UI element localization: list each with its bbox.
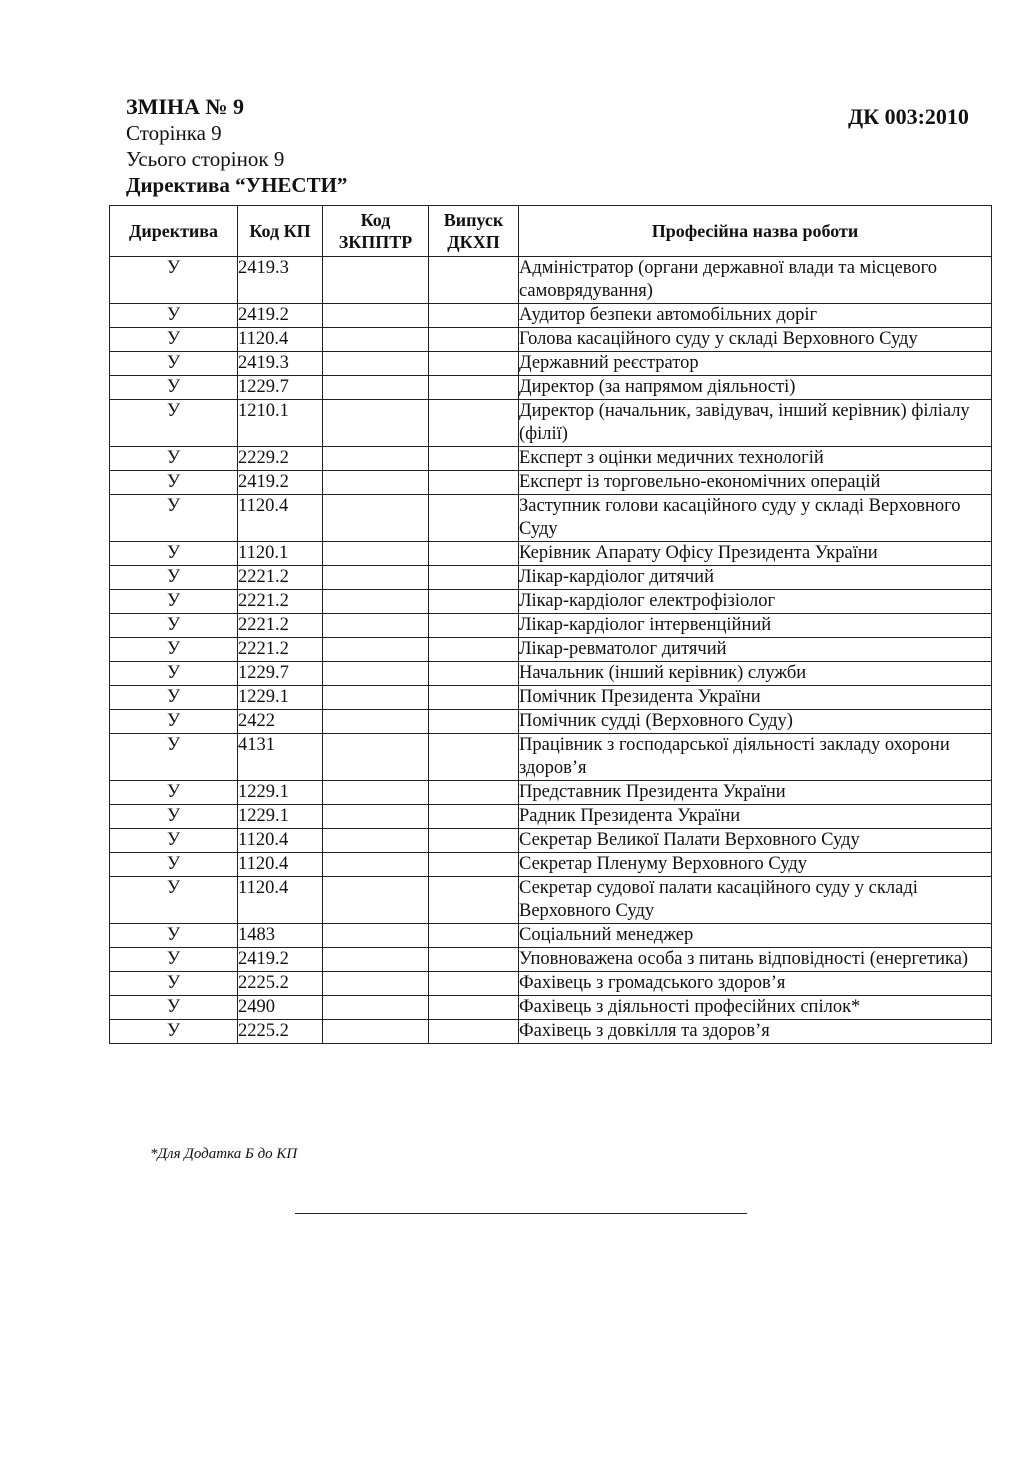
cell-kp: 2419.3 bbox=[238, 257, 323, 304]
table-row bbox=[110, 996, 992, 1020]
cell-dkhp bbox=[429, 996, 519, 1020]
cell-zkpptr bbox=[323, 686, 429, 710]
table-row bbox=[110, 447, 992, 471]
cell-profession: Заступник голови касаційного суду у складі Верховного Суду bbox=[519, 495, 992, 542]
cell-profession: Секретар судової палати касаційного суду у складі Верховного Суду bbox=[519, 877, 992, 924]
cell-kp: 1120.4 bbox=[238, 495, 323, 542]
cell-profession: Голова касаційного суду у складі Верховного Суду bbox=[519, 328, 992, 352]
cell-dkhp bbox=[429, 924, 519, 948]
cell-profession: Лікар-кардіолог дитячий bbox=[519, 566, 992, 590]
cell-kp: 2419.2 bbox=[238, 471, 323, 495]
professions-table bbox=[109, 205, 992, 1044]
table-row bbox=[110, 972, 992, 996]
cell-profession: Експерт з оцінки медичних технологій bbox=[519, 447, 992, 471]
cell-directive: У bbox=[110, 495, 238, 542]
footnote: *Для Додатка Б до КП bbox=[150, 1146, 298, 1162]
cell-kp: 2419.3 bbox=[238, 352, 323, 376]
table-row bbox=[110, 638, 992, 662]
cell-dkhp bbox=[429, 590, 519, 614]
cell-kp: 1120.4 bbox=[238, 328, 323, 352]
cell-profession: Аудитор безпеки автомобільних доріг bbox=[519, 304, 992, 328]
cell-profession: Керівник Апарату Офісу Президента України bbox=[519, 542, 992, 566]
table-row bbox=[110, 853, 992, 877]
cell-zkpptr bbox=[323, 352, 429, 376]
cell-zkpptr bbox=[323, 447, 429, 471]
cell-zkpptr bbox=[323, 662, 429, 686]
col-header-dkhp: Випуск ДКХП bbox=[429, 206, 519, 257]
cell-profession: Секретар Великої Палати Верховного Суду bbox=[519, 829, 992, 853]
cell-profession: Фахівець з довкілля та здоров’я bbox=[519, 1020, 992, 1044]
cell-kp: 1120.1 bbox=[238, 542, 323, 566]
cell-profession: Секретар Пленуму Верховного Суду bbox=[519, 853, 992, 877]
cell-dkhp bbox=[429, 972, 519, 996]
cell-zkpptr bbox=[323, 495, 429, 542]
cell-dkhp bbox=[429, 495, 519, 542]
cell-profession: Уповноважена особа з питань відповідності (енергетика) bbox=[519, 948, 992, 972]
change-title: ЗМІНА № 9 bbox=[126, 94, 245, 119]
cell-zkpptr bbox=[323, 638, 429, 662]
cell-kp: 2225.2 bbox=[238, 972, 323, 996]
cell-kp: 1120.4 bbox=[238, 877, 323, 924]
cell-zkpptr bbox=[323, 781, 429, 805]
cell-profession: Директор (за напрямом діяльності) bbox=[519, 376, 992, 400]
cell-directive: У bbox=[110, 257, 238, 304]
cell-zkpptr bbox=[323, 853, 429, 877]
cell-directive: У bbox=[110, 1020, 238, 1044]
cell-directive: У bbox=[110, 805, 238, 829]
cell-directive: У bbox=[110, 352, 238, 376]
cell-dkhp bbox=[429, 805, 519, 829]
cell-dkhp bbox=[429, 829, 519, 853]
cell-kp: 1229.7 bbox=[238, 662, 323, 686]
cell-zkpptr bbox=[323, 805, 429, 829]
cell-profession: Радник Президента України bbox=[519, 805, 992, 829]
cell-dkhp bbox=[429, 662, 519, 686]
cell-zkpptr bbox=[323, 471, 429, 495]
cell-profession: Директор (начальник, завідувач, інший керівник) філіалу (філії) bbox=[519, 400, 992, 447]
cell-kp: 2221.2 bbox=[238, 590, 323, 614]
col-header-directive: Директива bbox=[110, 206, 238, 257]
cell-zkpptr bbox=[323, 972, 429, 996]
cell-directive: У bbox=[110, 686, 238, 710]
bottom-rule bbox=[295, 1213, 747, 1214]
table-row bbox=[110, 662, 992, 686]
cell-directive: У bbox=[110, 948, 238, 972]
cell-directive: У bbox=[110, 853, 238, 877]
cell-directive: У bbox=[110, 566, 238, 590]
cell-dkhp bbox=[429, 614, 519, 638]
cell-zkpptr bbox=[323, 304, 429, 328]
cell-directive: У bbox=[110, 877, 238, 924]
table-row bbox=[110, 686, 992, 710]
cell-zkpptr bbox=[323, 590, 429, 614]
col-header-zkpptr: Код ЗКППТР bbox=[323, 206, 429, 257]
cell-profession: Помічник судді (Верховного Суду) bbox=[519, 710, 992, 734]
cell-directive: У bbox=[110, 829, 238, 853]
cell-dkhp bbox=[429, 304, 519, 328]
cell-zkpptr bbox=[323, 924, 429, 948]
cell-dkhp bbox=[429, 352, 519, 376]
cell-profession: Експерт із торговельно-економічних операцій bbox=[519, 471, 992, 495]
cell-profession: Помічник Президента України bbox=[519, 686, 992, 710]
cell-kp: 2422 bbox=[238, 710, 323, 734]
cell-profession: Фахівець з діяльності професійних спілок* bbox=[519, 996, 992, 1020]
page-number: Сторінка 9 bbox=[126, 121, 222, 145]
document-header bbox=[126, 94, 347, 198]
cell-directive: У bbox=[110, 376, 238, 400]
table-body bbox=[110, 257, 992, 1044]
table-row bbox=[110, 781, 992, 805]
table-row bbox=[110, 328, 992, 352]
cell-directive: У bbox=[110, 734, 238, 781]
table-row bbox=[110, 948, 992, 972]
cell-dkhp bbox=[429, 734, 519, 781]
cell-directive: У bbox=[110, 710, 238, 734]
cell-dkhp bbox=[429, 400, 519, 447]
table-row bbox=[110, 257, 992, 304]
cell-dkhp bbox=[429, 471, 519, 495]
table-row bbox=[110, 710, 992, 734]
cell-dkhp bbox=[429, 376, 519, 400]
cell-kp: 1229.1 bbox=[238, 805, 323, 829]
cell-profession: Фахівець з громадського здоров’я bbox=[519, 972, 992, 996]
table-row bbox=[110, 829, 992, 853]
cell-directive: У bbox=[110, 924, 238, 948]
total-pages: Усього сторінок 9 bbox=[126, 147, 285, 171]
cell-profession: Начальник (інший керівник) служби bbox=[519, 662, 992, 686]
cell-kp: 1210.1 bbox=[238, 400, 323, 447]
cell-directive: У bbox=[110, 662, 238, 686]
table-row bbox=[110, 590, 992, 614]
col-header-kp: Код КП bbox=[238, 206, 323, 257]
cell-zkpptr bbox=[323, 1020, 429, 1044]
cell-kp: 1120.4 bbox=[238, 853, 323, 877]
cell-directive: У bbox=[110, 304, 238, 328]
cell-zkpptr bbox=[323, 542, 429, 566]
cell-dkhp bbox=[429, 686, 519, 710]
cell-kp: 1120.4 bbox=[238, 829, 323, 853]
cell-directive: У bbox=[110, 328, 238, 352]
cell-kp: 1483 bbox=[238, 924, 323, 948]
table-row bbox=[110, 304, 992, 328]
cell-directive: У bbox=[110, 447, 238, 471]
cell-dkhp bbox=[429, 853, 519, 877]
cell-dkhp bbox=[429, 328, 519, 352]
cell-kp: 1229.1 bbox=[238, 781, 323, 805]
cell-zkpptr bbox=[323, 710, 429, 734]
cell-profession: Адміністратор (органи державної влади та місцевого самоврядування) bbox=[519, 257, 992, 304]
cell-profession: Лікар-ревматолог дитячий bbox=[519, 638, 992, 662]
table-row bbox=[110, 495, 992, 542]
table-row bbox=[110, 614, 992, 638]
table-row bbox=[110, 542, 992, 566]
cell-directive: У bbox=[110, 542, 238, 566]
table-row bbox=[110, 566, 992, 590]
classifier-code: ДК 003:2010 bbox=[848, 104, 969, 129]
cell-dkhp bbox=[429, 1020, 519, 1044]
cell-dkhp bbox=[429, 781, 519, 805]
cell-directive: У bbox=[110, 471, 238, 495]
cell-kp: 1229.7 bbox=[238, 376, 323, 400]
table-row bbox=[110, 376, 992, 400]
cell-zkpptr bbox=[323, 996, 429, 1020]
cell-kp: 1229.1 bbox=[238, 686, 323, 710]
cell-kp: 2221.2 bbox=[238, 638, 323, 662]
cell-kp: 2221.2 bbox=[238, 566, 323, 590]
cell-dkhp bbox=[429, 566, 519, 590]
cell-dkhp bbox=[429, 542, 519, 566]
cell-zkpptr bbox=[323, 734, 429, 781]
cell-directive: У bbox=[110, 590, 238, 614]
cell-zkpptr bbox=[323, 877, 429, 924]
table-row bbox=[110, 877, 992, 924]
cell-profession: Представник Президента України bbox=[519, 781, 992, 805]
table-row bbox=[110, 1020, 992, 1044]
cell-zkpptr bbox=[323, 566, 429, 590]
cell-zkpptr bbox=[323, 614, 429, 638]
table-row bbox=[110, 352, 992, 376]
cell-dkhp bbox=[429, 257, 519, 304]
table-row bbox=[110, 805, 992, 829]
cell-zkpptr bbox=[323, 829, 429, 853]
cell-zkpptr bbox=[323, 400, 429, 447]
cell-directive: У bbox=[110, 996, 238, 1020]
table-header-row bbox=[110, 206, 992, 257]
cell-dkhp bbox=[429, 638, 519, 662]
cell-kp: 2419.2 bbox=[238, 948, 323, 972]
cell-dkhp bbox=[429, 877, 519, 924]
cell-kp: 4131 bbox=[238, 734, 323, 781]
cell-kp: 2490 bbox=[238, 996, 323, 1020]
cell-profession: Лікар-кардіолог електрофізіолог bbox=[519, 590, 992, 614]
cell-zkpptr bbox=[323, 376, 429, 400]
cell-zkpptr bbox=[323, 948, 429, 972]
cell-profession: Державний реєстратор bbox=[519, 352, 992, 376]
table-row bbox=[110, 734, 992, 781]
directive-heading: Директива “УНЕСТИ” bbox=[126, 173, 348, 197]
cell-profession: Соціальний менеджер bbox=[519, 924, 992, 948]
cell-directive: У bbox=[110, 638, 238, 662]
cell-directive: У bbox=[110, 400, 238, 447]
cell-profession: Лікар-кардіолог інтервенційний bbox=[519, 614, 992, 638]
table-row bbox=[110, 400, 992, 447]
table-row bbox=[110, 471, 992, 495]
cell-profession: Працівник з господарської діяльності закладу охорони здоров’я bbox=[519, 734, 992, 781]
col-header-profession: Професійна назва роботи bbox=[519, 206, 992, 257]
cell-zkpptr bbox=[323, 328, 429, 352]
cell-kp: 2419.2 bbox=[238, 304, 323, 328]
cell-dkhp bbox=[429, 447, 519, 471]
cell-directive: У bbox=[110, 781, 238, 805]
cell-kp: 2225.2 bbox=[238, 1020, 323, 1044]
table-row bbox=[110, 924, 992, 948]
cell-dkhp bbox=[429, 710, 519, 734]
cell-kp: 2221.2 bbox=[238, 614, 323, 638]
cell-directive: У bbox=[110, 972, 238, 996]
cell-directive: У bbox=[110, 614, 238, 638]
cell-kp: 2229.2 bbox=[238, 447, 323, 471]
cell-zkpptr bbox=[323, 257, 429, 304]
cell-dkhp bbox=[429, 948, 519, 972]
